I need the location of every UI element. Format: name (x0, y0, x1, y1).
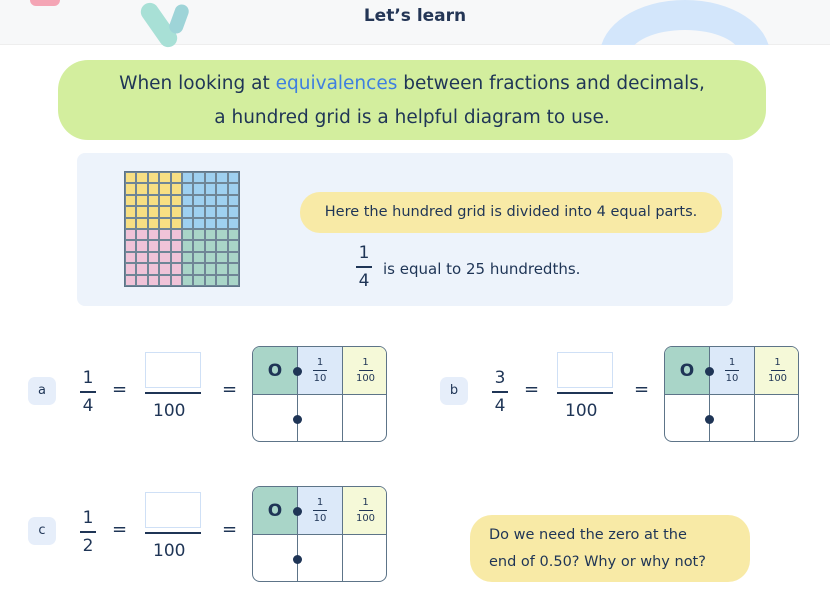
grid-cell (193, 172, 204, 183)
numerator: 3 (494, 368, 506, 388)
grid-cell (205, 195, 216, 206)
grid-cell (216, 263, 227, 274)
denominator: 100 (355, 373, 376, 384)
hundredths-cell[interactable] (343, 395, 387, 442)
denominator: 4 (358, 270, 370, 291)
grid-cell (171, 195, 182, 206)
decimal-point (705, 367, 714, 376)
equals-sign: = (222, 379, 238, 400)
grid-cell (159, 183, 170, 194)
numerator: 1 (316, 497, 324, 508)
example-bubble: Here the hundred grid is divided into 4 equal parts. (300, 192, 722, 233)
grid-cell (125, 172, 136, 183)
grid-cell (193, 229, 204, 240)
grid-cell (171, 183, 182, 194)
example-text: is equal to 25 hundredths. (383, 260, 581, 278)
equals-sign: = (112, 379, 128, 400)
grid-cell (125, 206, 136, 217)
prompt-bubble (470, 515, 750, 582)
grid-cell (125, 218, 136, 229)
tenths-header (298, 347, 343, 395)
denominator: 2 (82, 535, 94, 556)
ones-header (665, 347, 710, 395)
grid-cell (228, 263, 239, 274)
intro-text: a hundred grid is a helpful diagram to use. (214, 107, 610, 128)
numerator-input[interactable] (145, 352, 201, 388)
decimal-point (293, 507, 302, 516)
hundredths-cell[interactable] (343, 535, 387, 582)
decimal-point (705, 415, 714, 424)
numerator: 1 (774, 357, 781, 368)
grid-cell (182, 240, 193, 251)
grid-cell (159, 240, 170, 251)
grid-cell (205, 229, 216, 240)
example-fraction (356, 243, 372, 291)
grid-cell (125, 263, 136, 274)
grid-cell (159, 206, 170, 217)
numerator: 1 (362, 497, 369, 508)
grid-cell (205, 252, 216, 263)
page-title: Let’s learn (363, 6, 467, 26)
numerator: 1 (728, 357, 736, 368)
grid-cell (125, 240, 136, 251)
ones-cell[interactable] (253, 395, 298, 442)
grid-cell (193, 263, 204, 274)
ones-cell[interactable] (253, 535, 298, 582)
grid-cell (148, 229, 159, 240)
grid-cell (136, 263, 147, 274)
grid-cell (171, 252, 182, 263)
denominator: 100 (355, 513, 376, 524)
grid-cell (125, 183, 136, 194)
grid-cell (125, 252, 136, 263)
decimal-point (293, 367, 302, 376)
grid-cell (136, 252, 147, 263)
grid-cell (159, 252, 170, 263)
fraction-bar (145, 392, 201, 394)
grid-cell (205, 172, 216, 183)
intro-text: When looking at (119, 73, 276, 94)
grid-cell (228, 240, 239, 251)
grid-cell (136, 206, 147, 217)
denominator: 100 (767, 373, 788, 384)
grid-cell (148, 240, 159, 251)
equals-sign: = (112, 519, 128, 540)
denominator: 10 (313, 373, 327, 384)
intro-box (58, 60, 766, 140)
question-fraction (492, 368, 508, 416)
grid-cell (228, 218, 239, 229)
grid-cell (205, 263, 216, 274)
grid-cell (171, 240, 182, 251)
prompt-line: end of 0.50? Why or why not? (489, 554, 706, 570)
question-label: b (440, 377, 468, 405)
hundred-grid (124, 171, 240, 287)
ones-label: O (679, 360, 695, 381)
prompt-line: Do we need the zero at the (489, 527, 687, 543)
numerator: 1 (82, 368, 94, 388)
grid-cell (182, 195, 193, 206)
place-value-chart (252, 486, 387, 582)
grid-cell (228, 275, 239, 286)
grid-cell (216, 218, 227, 229)
denominator: 4 (82, 395, 94, 416)
numerator: 1 (316, 357, 324, 368)
grid-cell (193, 252, 204, 263)
equals-sign: = (222, 519, 238, 540)
question-label: a (28, 377, 56, 405)
question-fraction (80, 368, 96, 416)
numerator-input[interactable] (557, 352, 613, 388)
hundredths-cell[interactable] (755, 395, 799, 442)
grid-cell (228, 183, 239, 194)
grid-cell (136, 218, 147, 229)
grid-cell (136, 195, 147, 206)
denominator: 10 (313, 513, 327, 524)
grid-cell (148, 172, 159, 183)
grid-cell (159, 263, 170, 274)
grid-cell (205, 183, 216, 194)
fraction-bar (145, 532, 201, 534)
grid-cell (171, 172, 182, 183)
grid-cell (205, 275, 216, 286)
numerator: 1 (82, 508, 94, 528)
grid-cell (182, 252, 193, 263)
grid-cell (193, 275, 204, 286)
question-fraction (80, 508, 96, 556)
grid-cell (205, 240, 216, 251)
grid-cell (148, 195, 159, 206)
grid-cell (148, 252, 159, 263)
intro-highlight: equivalences (275, 73, 398, 94)
ones-header (253, 487, 298, 535)
grid-cell (148, 218, 159, 229)
grid-cell (216, 275, 227, 286)
grid-cell (182, 172, 193, 183)
grid-cell (216, 183, 227, 194)
ones-header (253, 347, 298, 395)
decimal-point (293, 555, 302, 564)
denominator: 100 (153, 401, 186, 421)
grid-cell (228, 252, 239, 263)
equals-sign: = (524, 379, 540, 400)
tenths-cell[interactable] (298, 535, 343, 582)
ones-label: O (267, 500, 283, 521)
grid-cell (193, 183, 204, 194)
grid-cell (228, 172, 239, 183)
question-label: c (28, 517, 56, 545)
decimal-point (293, 415, 302, 424)
grid-cell (182, 218, 193, 229)
grid-cell (148, 206, 159, 217)
ones-cell[interactable] (665, 395, 710, 442)
grid-cell (159, 275, 170, 286)
numerator: 1 (358, 243, 370, 263)
grid-cell (182, 229, 193, 240)
grid-cell (171, 229, 182, 240)
grid-cell (216, 172, 227, 183)
grid-cell (182, 183, 193, 194)
grid-cell (136, 229, 147, 240)
grid-cell (205, 218, 216, 229)
place-value-chart (664, 346, 799, 442)
grid-cell (125, 195, 136, 206)
denominator: 100 (565, 401, 598, 421)
grid-cell (136, 183, 147, 194)
grid-cell (193, 240, 204, 251)
grid-cell (125, 229, 136, 240)
grid-cell (216, 240, 227, 251)
grid-cell (171, 206, 182, 217)
grid-cell (136, 275, 147, 286)
grid-cell (148, 275, 159, 286)
grid-cell (216, 229, 227, 240)
grid-cell (216, 206, 227, 217)
grid-cell (193, 195, 204, 206)
grid-cell (171, 218, 182, 229)
grid-cell (205, 206, 216, 217)
grid-cell (159, 172, 170, 183)
tenths-cell[interactable] (298, 395, 343, 442)
grid-cell (136, 172, 147, 183)
tenths-header (710, 347, 755, 395)
grid-cell (228, 206, 239, 217)
grid-cell (228, 229, 239, 240)
grid-cell (159, 218, 170, 229)
grid-cell (182, 263, 193, 274)
tenths-cell[interactable] (710, 395, 755, 442)
numerator-input[interactable] (145, 492, 201, 528)
denominator: 100 (153, 541, 186, 561)
grid-cell (171, 275, 182, 286)
grid-cell (228, 195, 239, 206)
grid-cell (193, 206, 204, 217)
grid-cell (216, 252, 227, 263)
denominator: 4 (494, 395, 506, 416)
equals-sign: = (634, 379, 650, 400)
hundredths-header (755, 347, 799, 395)
grid-cell (159, 195, 170, 206)
grid-cell (193, 218, 204, 229)
fraction-bar (557, 392, 613, 394)
grid-cell (182, 275, 193, 286)
hundredths-header (343, 487, 387, 535)
grid-cell (159, 229, 170, 240)
denominator: 10 (725, 373, 739, 384)
tenths-header (298, 487, 343, 535)
grid-cell (136, 240, 147, 251)
numerator: 1 (362, 357, 369, 368)
grid-cell (182, 206, 193, 217)
grid-cell (216, 195, 227, 206)
ones-label: O (267, 360, 283, 381)
grid-cell (148, 263, 159, 274)
intro-text: between fractions and decimals, (397, 73, 705, 94)
grid-cell (125, 275, 136, 286)
grid-cell (148, 183, 159, 194)
grid-cell (171, 263, 182, 274)
hundredths-header (343, 347, 387, 395)
place-value-chart (252, 346, 387, 442)
